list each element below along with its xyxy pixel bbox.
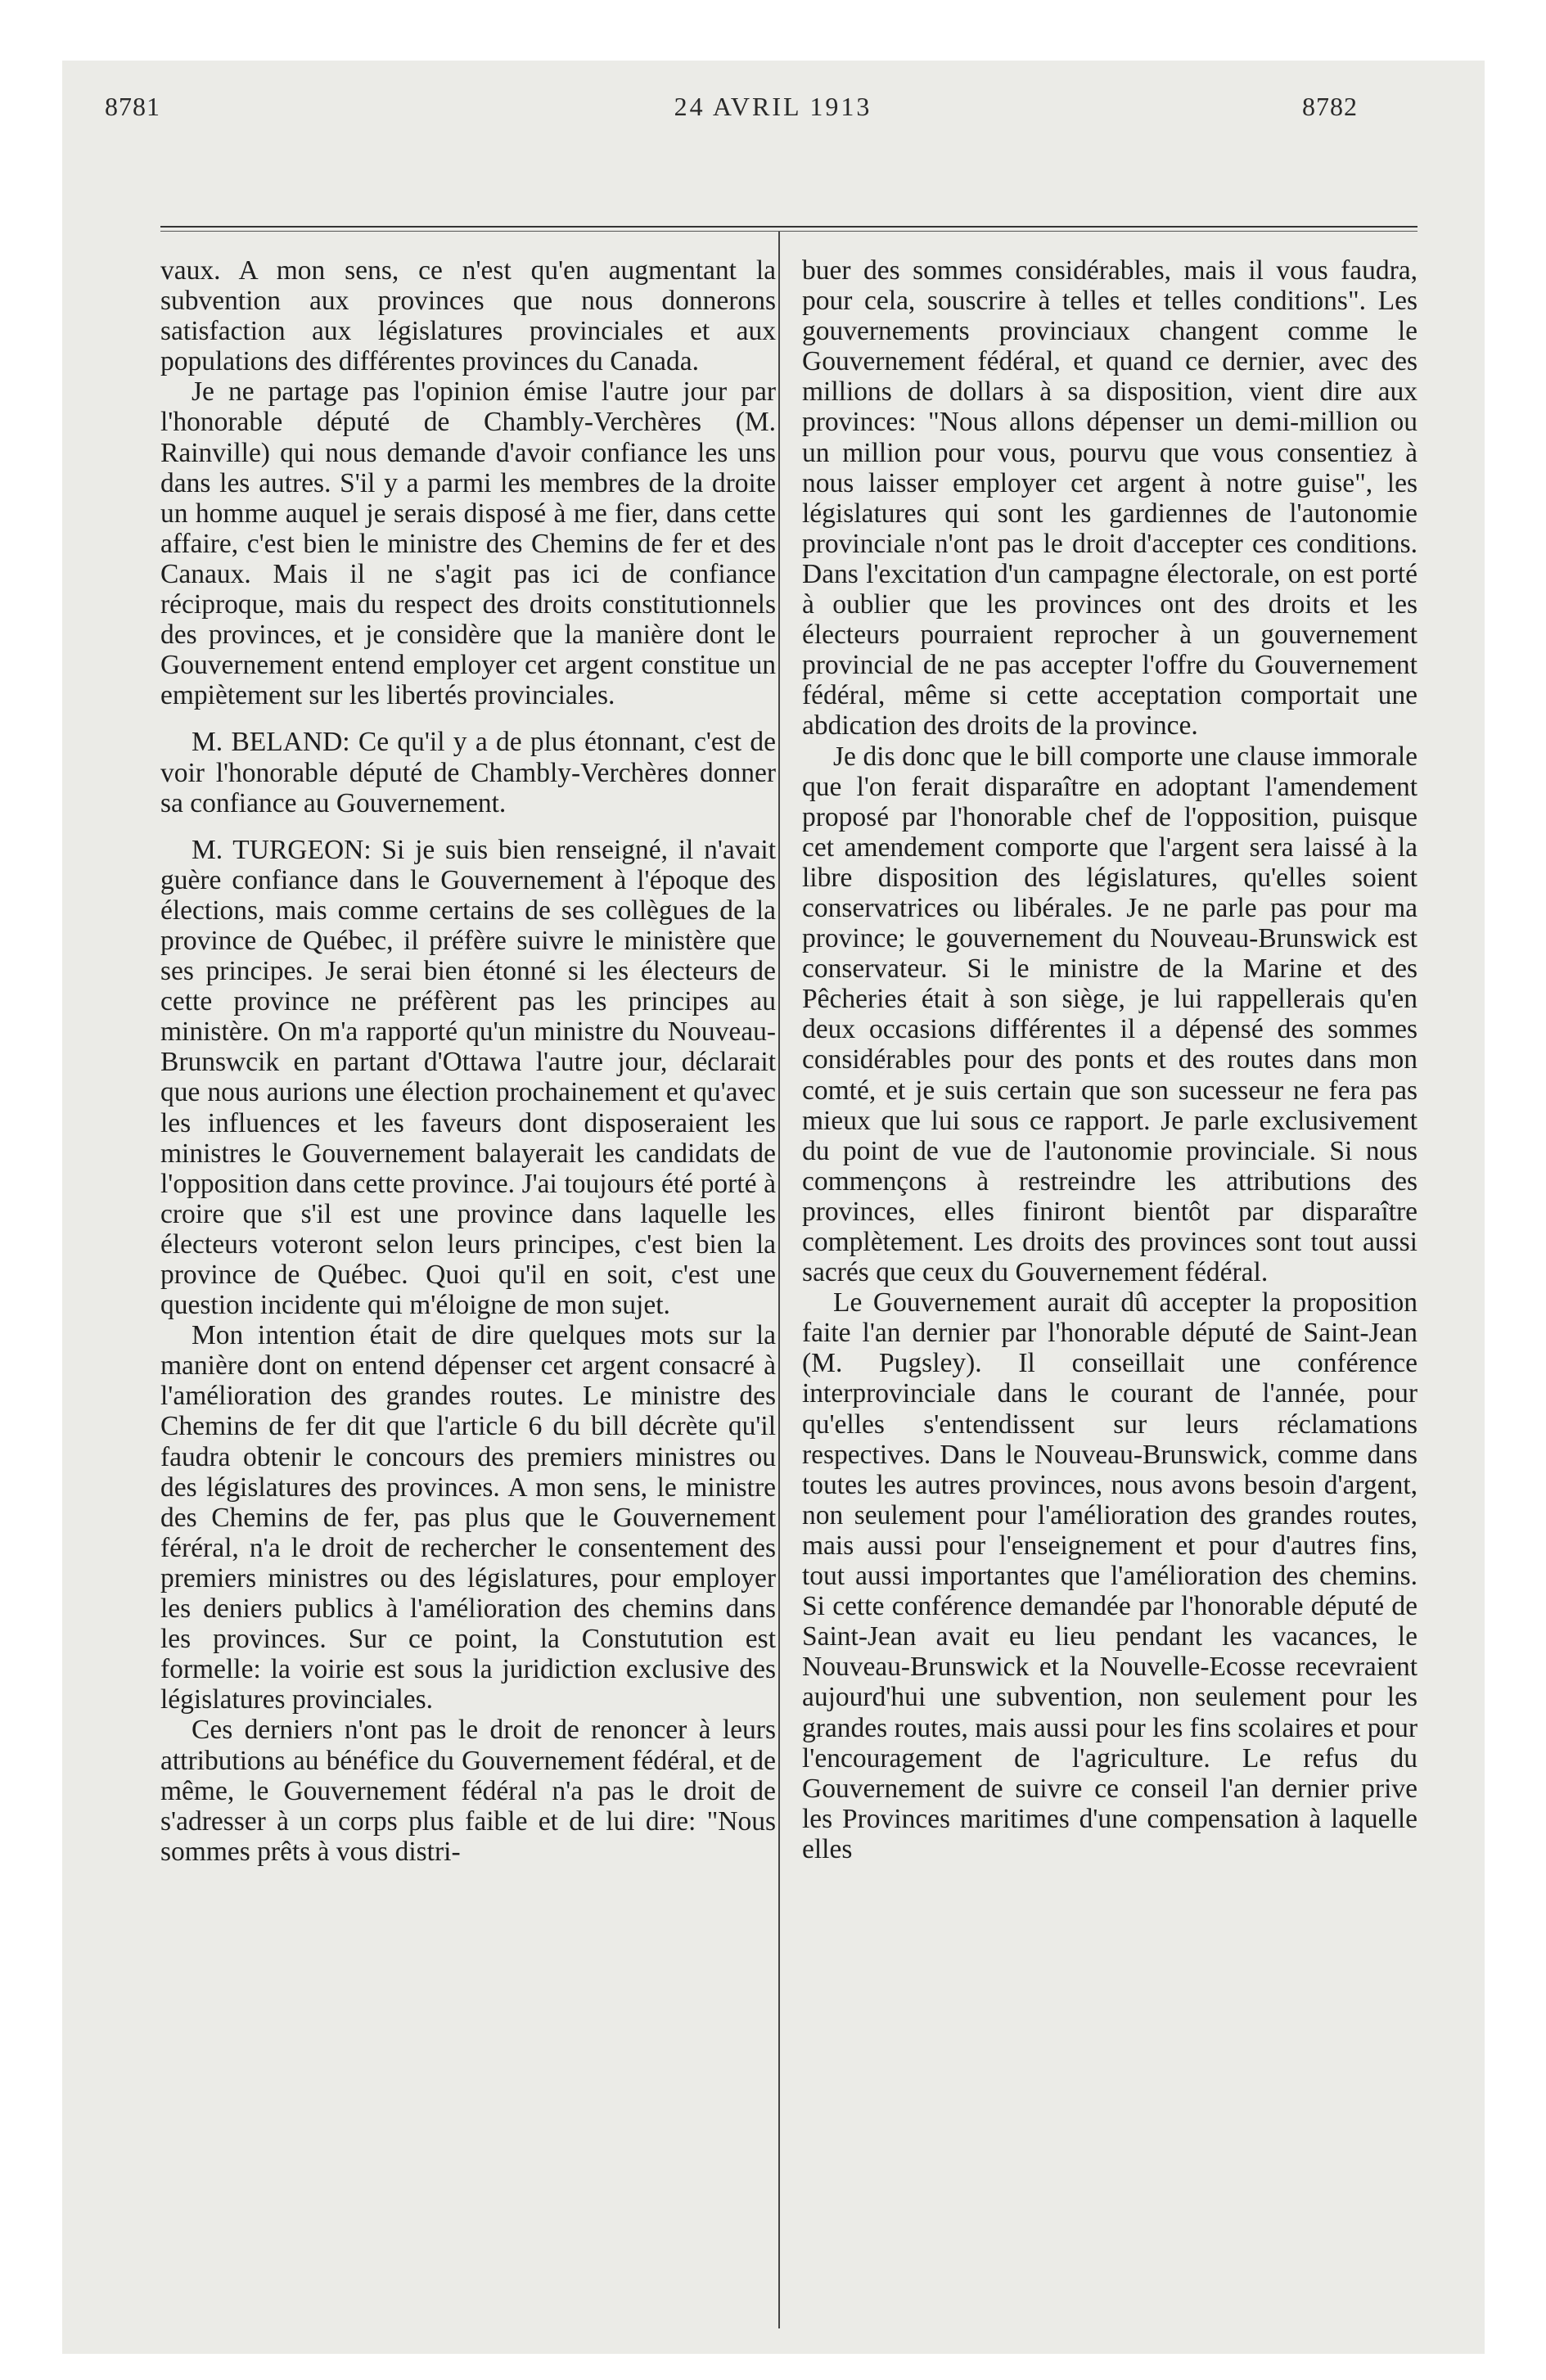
paragraph: Ces derniers n'ont pas le droit de renoncer à leurs attributions au bénéfice du Gouvernement fédéral, et de même, le Gouvernement fédéral n'a pas le droit de s'adresser à un corps plus faible et de lui dire: "Nous sommes prêts à vous distri- — [160, 1715, 776, 1867]
paragraph: Le Gouvernement aurait dû accepter la proposition faite l'an dernier par l'honorable député de Saint-Jean (M. Pugsley). Il conseillait une conférence interprovinciale dans le courant de l'année, pour qu'elles s'entendissent sur leurs réclamations respectives. Dans le Nouveau-Brunswick, comme dans toutes les autres provinces, nous avons besoin d'argent, non seulement pour l'amélioration des grandes routes, mais aussi pour l'enseignement et pour d'autres fins, tout aussi importantes que l'amélioration des chemins. Si cette conférence demandée par l'honorable député de Saint-Jean avait eu lieu pendant les vacances, le Nouveau-Brunswick et la Nouvelle-Ecosse recevraient aujourd'hui une subvention, non seulement pour les grandes routes, mais aussi pour les fins scolaires et pour l'encouragement de l'agriculture. Le refus du Gouvernement de suivre ce conseil l'an dernier prive les Provinces maritimes d'une compensation à laquelle elles — [802, 1287, 1418, 1864]
right-page-number: 8782 — [1302, 92, 1358, 121]
paragraph: buer des sommes considérables, mais il vous faudra, pour cela, souscrire à telles et telles conditions". Les gouvernements provinciaux changent comme le Gouvernement fédéral, et quand ce dernier, avec des millions de dollars à sa disposition, vient dire aux provinces: "Nous allons dépenser un demi-million ou un million pour vous, pourvu que vous consentiez à nous laisser employer cet argent à notre guise", les législatures qui sont les gardiennes de l'autonomie provinciale n'ont pas le droit d'accepter ces conditions. Dans l'excitation d'un campagne électorale, on est porté à oublier que les provinces ont des droits et les électeurs pourraient reprocher à un gouvernement provincial de ne pas accepter l'offre du Gouvernement fédéral, même si cette acceptation comportait une abdication des droits de la province. — [802, 255, 1418, 741]
left-page-number: 8781 — [105, 92, 160, 121]
paragraph: Mon intention était de dire quelques mots sur la manière dont on entend dépenser cet argent consacré à l'amélioration des grandes routes. Le ministre des Chemins de fer dit que l'article 6 du bill décrète qu'il faudra obtenir le concours des premiers ministres ou des législatures des provinces. A mon sens, le ministre des Chemins de fer, pas plus que le Gouvernement féréral, n'a le droit de rechercher le consentement des premiers ministres ou des législatures, pour employer les deniers publics à l'amélioration des chemins dans les provinces. Sur ce point, la Constutution est formelle: la voirie est sous la juridiction exclusive des législatures provinciales. — [160, 1320, 776, 1715]
left-column — [160, 255, 776, 1867]
header-rule — [160, 226, 1418, 228]
paragraph: M. TURGEON: Si je suis bien renseigné, il n'avait guère confiance dans le Gouvernement à l'époque des élections, mais comme certains de ses collègues de la province de Québec, il préfère suivre le ministère que ses principes. Je serai bien étonné si les électeurs de cette province ne préfèrent pas les principes au ministère. On m'a rapporté qu'un ministre du Nouveau-Brunswcik en partant d'Ottawa l'autre jour, déclarait que nous aurions une élection prochainement et qu'avec les influences et les faveurs dont disposeraient les ministres le Gouvernement balayerait les candidats de l'opposition dans cette province. J'ai toujours été porté à croire que s'il est une province dans laquelle les électeurs voteront selon leurs principes, c'est bien la province de Québec. Quoi qu'il en soit, c'est une question incidente qui m'éloigne de mon sujet. — [160, 834, 776, 1321]
right-column — [802, 255, 1418, 1864]
paragraph: Je dis donc que le bill comporte une clause immorale que l'on ferait disparaître en adoptant l'amendement proposé par l'honorable chef de l'opposition, puisque cet amendement comporte que l'argent sera laissé à la libre disposition des législatures, qu'elles soient conservatrices ou libérales. Je ne parle pas pour ma province; le gouvernement du Nouveau-Brunswick est conservateur. Si le ministre de la Marine et des Pêcheries était à son siège, je lui rappellerais qu'en deux occasions différentes il a dépensé des sommes considérables pour des ponts et des routes dans mon comté, et je suis certain que son sucesseur ne fera pas mieux que lui sous ce rapport. Je parle exclusivement du point de vue de l'autonomie provinciale. Si nous commençons à restreindre les attributions des provinces, elles finiront bientôt par disparaître complètement. Les droits des provinces sont tout aussi sacrés que ceux du Gouvernement fédéral. — [802, 741, 1418, 1288]
column-divider — [778, 232, 780, 2328]
paragraph: Je ne partage pas l'opinion émise l'autre jour par l'honorable député de Chambly-Verchères (M. Rainville) qui nous demande d'avoir confiance les uns dans les autres. S'il y a parmi les membres de la droite un homme auquel je serais disposé à me fier, dans cette affaire, c'est bien le ministre des Chemins de fer et des Canaux. Mais il ne s'agit pas ici de confiance réciproque, mais du respect des droits constitutionnels des provinces, et je considère que la manière dont le Gouvernement entend employer cet argent constitue un empiètement sur les libertés provinciales. — [160, 376, 776, 711]
paragraph: vaux. A mon sens, ce n'est qu'en augmentant la subvention aux provinces que nous donnerons satisfaction aux législatures provinciales et aux populations des différentes provinces du Canada. — [160, 255, 776, 377]
page-date: 24 AVRIL 1913 — [674, 92, 872, 121]
paragraph: M. BELAND: Ce qu'il y a de plus étonnant, c'est de voir l'honorable député de Chambly-Verchères donner sa confiance au Gouvernement. — [160, 727, 776, 818]
header-rule-thin — [160, 231, 1418, 232]
